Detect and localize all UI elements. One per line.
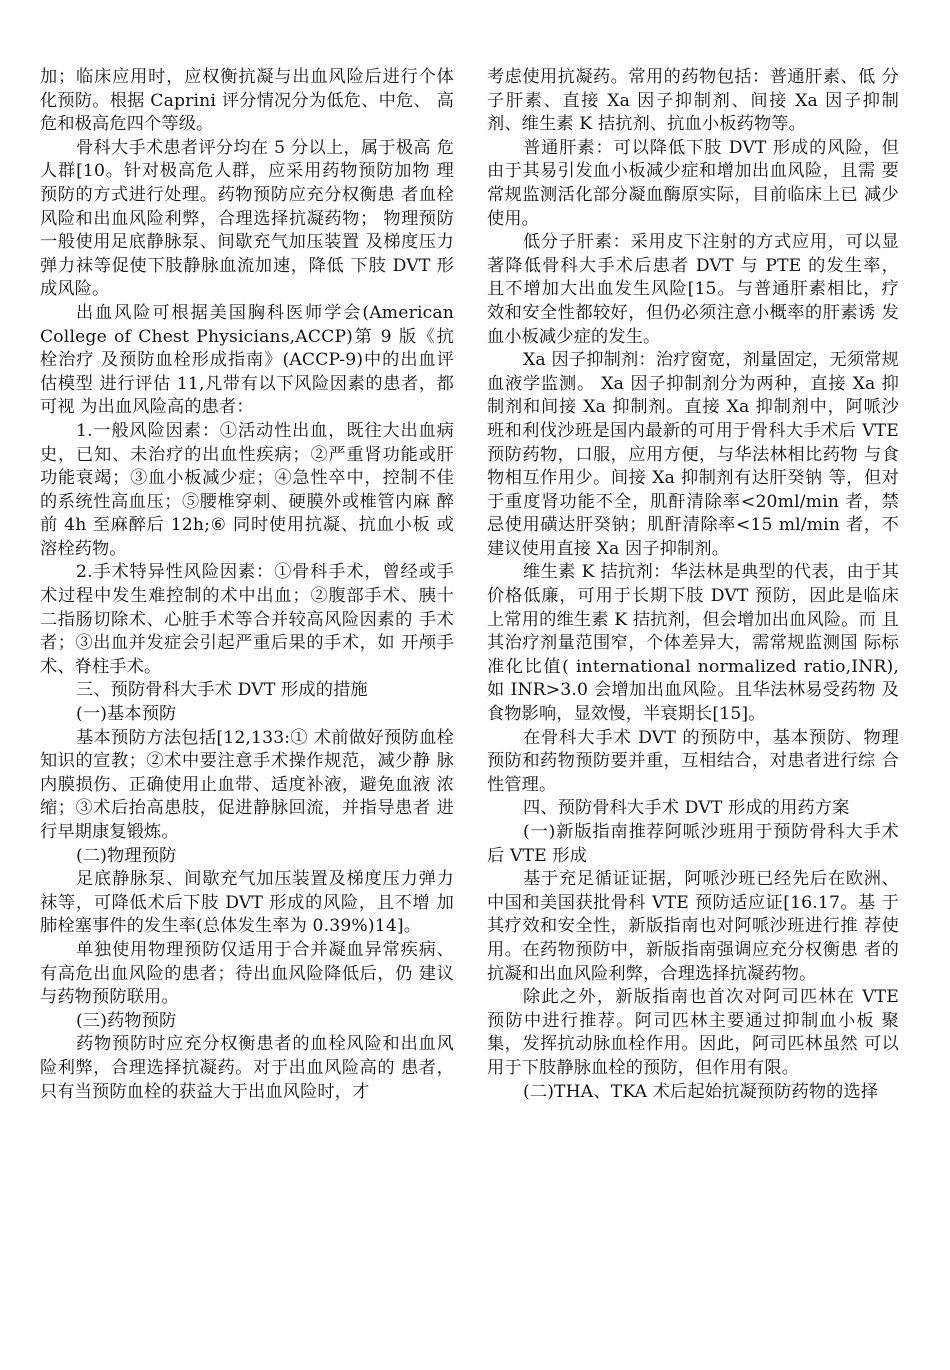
paragraph: 2.手术特异性风险因素：①骨科手术，曾经或手术过程中发生难控制的术中出血；②腹部手术、胰十二指肠切除术、心脏手术等合并较高风险因素的 手术者；③出血并发症会引起严重后果的手术，如 开颅手术、脊柱手术。	[40, 562, 454, 677]
paragraph: 药物预防时应充分权衡患者的血栓风险和出血风险利弊，合理选择抗凝药。对于出血风险高的 患者，只有当预防血栓的获益大于出血风险时，才	[40, 1034, 454, 1102]
paragraph: 单独使用物理预防仅适用于合并凝血异常疾病、有高危出血风险的患者；待出血风险降低后，仍 建议与药物预防联用。	[40, 939, 454, 1008]
paragraph: Xa 因子抑制剂：治疗窗宽，剂量固定，无须常规 血液学监测。 Xa 因子抑制剂分为两种，直接 Xa 抑 制剂和间接 Xa 抑制剂。直接 Xa 抑制剂中，阿哌沙 班和利伐沙班是国内最新的可用于骨科大手术后 VTE 预防药物，口服，应用方便，与华法林相比药物 与食物相互作用少。间接 Xa 抑制剂有达肝癸钠 等，但对于重度肾功能不全，肌酐清除率<20ml/min 者，禁忌使用磺达肝癸钠；肌酐清除率<15 ml/min 者，不建议使用直接 Xa 因子抑制剂。	[487, 350, 899, 559]
paragraph: (一)新版指南推荐阿哌沙班用于预防骨科大手术后 VTE 形成	[487, 822, 899, 866]
paragraph: (三)药物预防	[76, 1010, 177, 1031]
paragraph: 出血风险可根据美国胸科医师学会(American College of Chest Physicians,ACCP)第 9 版《抗栓治疗 及预防血栓形成指南》(ACCP-9)中的出血评估模型 进行评估 11,凡带有以下风险因素的患者，都可视 为出血风险高的患者：	[40, 302, 454, 418]
paragraph: 普通肝素：可以降低下肢 DVT 形成的风险，但 由于其易引发血小板减少症和增加出血风险，且需 要常规监测活化部分凝血酶原实际，目前临床上已 减少使用。	[487, 137, 899, 229]
left-text-column	[40, 66, 454, 1104]
paragraph: 基本预防方法包括[12,133:① 术前做好预防血栓 知识的宣教；②术中要注意手术操作规范，减少静 脉内膜损伤、正确使用止血带、适度补液，避免血液 浓缩；③术后抬高患肢，促进静脉回流，并指导患者 进行早期康复锻炼。	[40, 727, 454, 842]
paragraph: 维生素 K 拮抗剂：华法林是典型的代表，由于其 价格低廉，可用于长期下肢 DVT 预防，因此是临床 上常用的维生素 K 拮抗剂，但会增加出血风险。而 且其治疗剂量范围窄，个体差异大，需常规监测国 际标准化比值( international normalized ratio,INR), 如 INR>3.0 会增加出血风险。且华法林易受药物 及食物影响，显效慢，半衰期长[15]。	[487, 562, 899, 725]
paragraph: 加；临床应用时，应权衡抗凝与出血风险后进行个体化预防。根据 Caprini 评分情况分为低危、中危、 高危和极高危四个等级。	[40, 67, 454, 135]
paragraph: 基于充足循证证据，阿哌沙班已经先后在欧洲、中国和美国获批骨科 VTE 预防适应证[16.17。基 于其疗效和安全性，新版指南也对阿哌沙班进行推 荐使用。在药物预防中，新版指南强调应充分权衡患 者的抗凝和出血风险利弊，合理选择抗凝药物。	[487, 869, 899, 984]
paragraph: 除此之外，新版指南也首次对阿司匹林在 VTE 预防中进行推荐。阿司匹林主要通过抑制血小板 聚集，发挥抗动脉血栓作用。因此，阿司匹林虽然 可以用于下肢静脉血栓的预防，但作用有限。	[487, 987, 899, 1078]
paragraph: 三、预防骨科大手术 DVT 形成的措施	[76, 680, 368, 701]
paragraph: (一)基本预防	[76, 704, 177, 725]
paragraph: 骨科大手术患者评分均在 5 分以上，属于极高 危人群[10。针对极高危人群，应采用药物预防加物 理预防的方式进行处理。药物预防应充分权衡患 者血栓风险和出血风险利弊，合理选择抗凝药物； 物理预防一般使用足底静脉泵、间歇充气加压装置 及梯度压力弹力袜等促使下肢静脉血流加速，降低 下肢 DVT 形成风险。	[40, 137, 454, 300]
paragraph: 考虑使用抗凝药。常用的药物包括：普通肝素、低 分子肝素、直接 Xa 因子抑制剂、间接 Xa 因子抑制 剂、维生素 K 拮抗剂、抗血小板药物等。	[487, 67, 899, 135]
paragraph: 低分子肝素：采用皮下注射的方式应用，可以显著降低骨科大手术后患者 DVT 与 PTE 的发生率， 且不增加大出血发生风险[15。与普通肝素相比，疗 效和安全性都较好，但仍必须注意小概率的肝素诱 发血小板减少症的发生。	[487, 232, 899, 347]
paragraph: 在骨科大手术 DVT 的预防中，基本预防、物理 预防和药物预防要并重，互相结合，对患者进行综 合性管理。	[487, 727, 899, 795]
right-text-column	[487, 66, 899, 1104]
paragraph: (二)THA、TKA 术后起始抗凝预防药物的选择	[523, 1081, 879, 1102]
paragraph: (二)物理预防	[76, 845, 177, 866]
paragraph: 四、预防骨科大手术 DVT 形成的用药方案	[523, 798, 850, 819]
paragraph: 1.一般风险因素：①活动性出血，既往大出血病 史，已知、未治疗的出血性疾病；②严重肾功能或肝 功能衰竭；③血小板减少症；④急性卒中，控制不佳 的系统性高血压；⑤腰椎穿刺、硬膜外或椎管内麻 醉前 4h 至麻醉后 12h;⑥ 同时使用抗凝、抗血小板 或溶栓药物。	[40, 420, 454, 559]
paragraph: 足底静脉泵、间歇充气加压装置及梯度压力弹力袜等，可降低术后下肢 DVT 形成的风险，且不增 加肺栓塞事件的发生率(总体发生率为 0.39%)14]。	[40, 869, 454, 937]
